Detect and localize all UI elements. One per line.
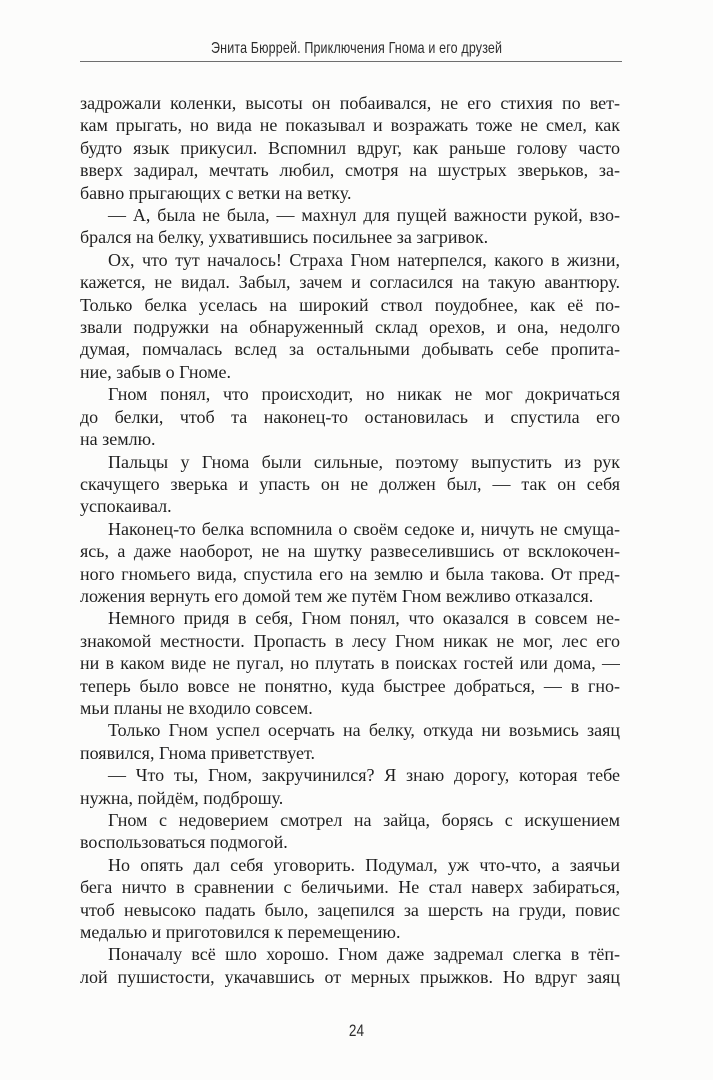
text-line: вверх задирал, мечтать любил, смотря на шустрых зверьков, за- [80, 160, 620, 181]
text-line: появился, Гнома приветствует. [80, 742, 315, 763]
paragraph [80, 249, 620, 383]
page-number: 24 [348, 1021, 365, 1040]
header-rule [80, 61, 622, 62]
text-line: знакомой местности. Пропасть в лесу Гном никак не мог, лес его [80, 630, 620, 651]
text-line: до белки, чтоб та наконец-то остановилась и спустила его [80, 406, 620, 427]
paragraph [80, 518, 620, 608]
running-header-title: Энита Бюррей. Приключения Гнома и его друзей [210, 40, 503, 57]
text-line: ясь, а даже наоборот, не на шутку развеселившись от всклокочен- [80, 541, 620, 562]
text-line: чтоб невысоко падать было, зацепился за шерсть на груди, повис [80, 899, 620, 920]
text-line: Но опять дал себя уговорить. Подумал, уж что-что, а заячьи [108, 854, 620, 875]
page-footer [0, 1021, 713, 1041]
text-line: скачущего зверька и упасть он не должен был, — так он себя [80, 473, 620, 494]
paragraph [80, 451, 620, 518]
text-line: будто язык прикусил. Вспомнил вдруг, как раньше голову часто [80, 137, 620, 158]
paragraph [80, 809, 620, 854]
text-line: воспользоваться подмогой. [80, 832, 288, 853]
text-line: Гном понял, что происходит, но никак не мог докричаться [108, 384, 620, 405]
text-line: кажется, не видал. Забыл, зачем и согласился на такую авантюру. [80, 272, 620, 293]
text-line: медалью и приготовился к перемещению. [80, 922, 401, 943]
running-header [0, 40, 713, 58]
text-line: успокаивал. [80, 496, 172, 517]
text-line: лой пушистости, укачавшись от мерных прыжков. Но вдруг заяц [80, 966, 620, 987]
text-line: ние, забыв о Гноме. [80, 361, 231, 382]
text-line: — Что ты, Гном, закручинился? Я знаю дорогу, которая тебе [108, 765, 620, 786]
text-line: ного гномьего вида, спустила его на землю и была такова. От пред- [80, 563, 620, 584]
text-line: ложения вернуть его домой тем же путём Гном вежливо отказался. [80, 585, 594, 606]
paragraph [80, 92, 620, 204]
paragraph [80, 719, 620, 764]
paragraph [80, 943, 620, 988]
text-line: Только белка уселась на широкий ствол поудобнее, как её по- [80, 294, 620, 315]
text-line: бавно прыгающих с ветки на ветку. [80, 182, 352, 203]
text-line: Ох, что тут началось! Страха Гном натерпелся, какого в жизни, [108, 249, 620, 270]
text-line: ни в каком виде не пугал, но плутать в поисках гостей или дома, — [80, 653, 620, 674]
text-line: Только Гном успел осерчать на белку, откуда ни возьмись заяц [108, 720, 620, 741]
text-line: Немного придя в себя, Гном понял, что оказался в совсем не- [108, 608, 620, 629]
paragraph [80, 854, 620, 944]
text-line: — А, была не была, — махнул для пущей важности рукой, взо- [108, 205, 620, 226]
text-line: Поначалу всё шло хорошо. Гном даже задремал слегка в тёп- [108, 944, 620, 965]
text-line: звали подружки на обнаруженный склад орехов, и она, недолго [80, 317, 620, 338]
paragraph [80, 764, 620, 809]
paragraph [80, 607, 620, 719]
text-line: задрожали коленки, высоты он побаивался, не его стихия по вет- [80, 93, 620, 113]
text-line: на землю. [80, 429, 156, 450]
text-line: Пальцы у Гнома были сильные, поэтому выпустить из рук [108, 451, 620, 472]
text-line: брался на белку, ухватившись посильнее за загривок. [80, 227, 489, 248]
text-line: мьи планы не входило совсем. [80, 697, 313, 718]
text-line: думая, помчалась вслед за остальными добывать себе пропита- [80, 339, 620, 360]
text-line: теперь было вовсе не понятно, куда быстрее добраться, — в гно- [80, 675, 620, 696]
text-line: Гном с недоверием смотрел на зайца, борясь с искушением [108, 810, 620, 830]
body-text [80, 92, 620, 988]
text-line: Наконец-то белка вспомнила о своём седоке и, ничуть не смуща- [108, 518, 620, 539]
text-line: кам прыгать, но вида не показывал и возражать тоже не смел, как [80, 115, 620, 136]
text-line: нужна, пойдём, подброшу. [80, 787, 284, 808]
text-line: бега ничто в сравнении с беличьими. Не стал наверх забираться, [80, 877, 620, 898]
paragraph [80, 204, 620, 249]
paragraph [80, 383, 620, 450]
